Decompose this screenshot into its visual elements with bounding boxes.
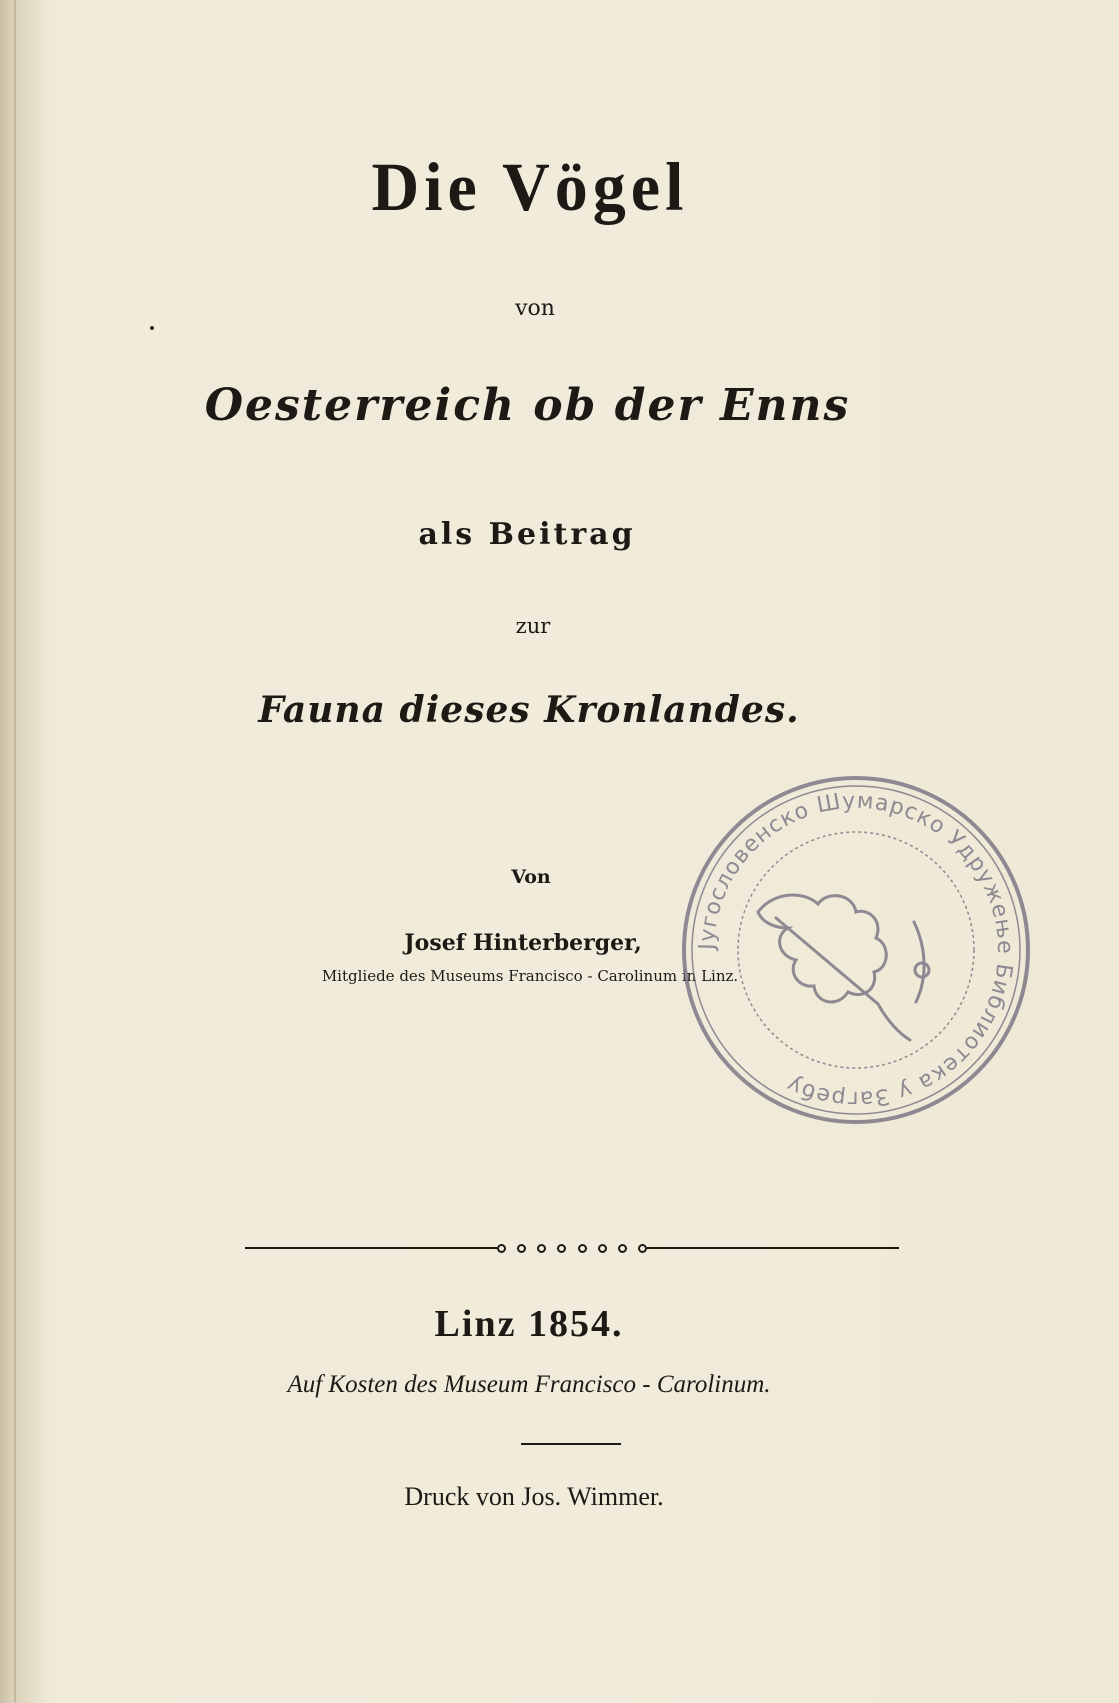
short-divider [521,1443,621,1445]
als-beitrag-line: als Beitrag [418,517,636,552]
ornament-ring [578,1244,587,1253]
place-and-year: Linz 1854. [434,1303,624,1345]
publisher-note: Auf Kosten des Museum Francisco - Carolinum. [287,1371,771,1398]
ornament-ring [517,1244,526,1253]
ornamental-divider [245,1238,899,1258]
author-affiliation: Mitgliede des Museums Francisco - Carolinum in Linz. [321,967,739,985]
divider-ornament [497,1238,647,1258]
connector-zur: zur [515,614,551,638]
connector-von: von [515,296,555,321]
ornament-ring [598,1244,607,1253]
svg-text:Југословенско Шумарско Удружењ [695,789,1017,1111]
ornament-ring [497,1244,506,1253]
byline-von: Von [511,866,551,888]
oak-leaf-icon [758,895,929,1040]
subtitle: Fauna dieses Kronlandes. [258,689,800,731]
book-spine-edge [0,0,46,1703]
divider-rule-right [647,1247,899,1249]
ornament-ring [557,1244,566,1253]
printer-imprint: Druck von Jos. Wimmer. [404,1482,664,1511]
ornament-ring [537,1244,546,1253]
book-title: Die Vögel [371,149,689,226]
region-name: Oesterreich ob der Enns [204,380,851,431]
ornament-ring [638,1244,647,1253]
divider-rule-left [245,1247,497,1249]
author-name: Josef Hinterberger, [404,930,642,956]
library-stamp [678,772,1034,1128]
ornament-ring [618,1244,627,1253]
binding-crease [14,0,16,1703]
ink-speck [150,326,154,330]
stamp-text: Југословенско Шумарско Удружење Библиотека у Загребу [694,788,1018,1112]
